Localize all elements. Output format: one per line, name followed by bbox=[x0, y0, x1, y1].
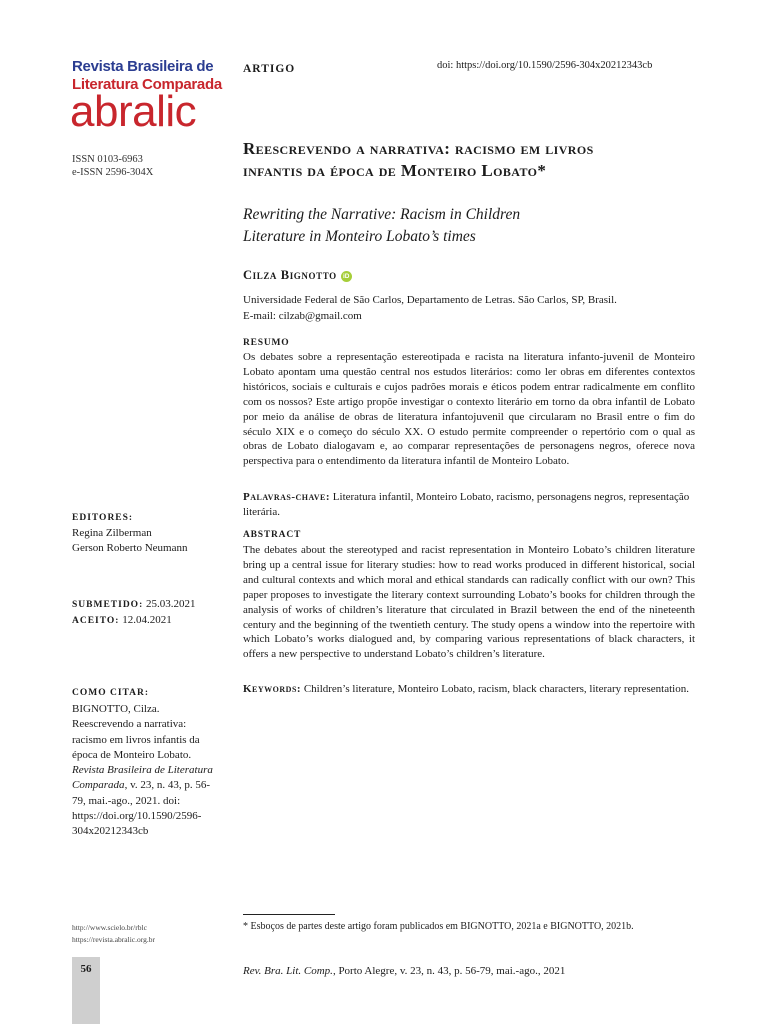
section-label: ARTIGO bbox=[243, 63, 296, 75]
article-subtitle-line2: Literature in Monteiro Lobato’s times bbox=[243, 228, 476, 245]
palavras-chave-label: Palavras-chave: bbox=[243, 491, 331, 503]
abralic-link[interactable]: https://revista.abralic.org.br bbox=[72, 935, 155, 944]
author-affiliation bbox=[243, 292, 703, 324]
author-name-row bbox=[243, 268, 352, 283]
article-title-line2: infantis da época de Monteiro Lobato* bbox=[243, 161, 547, 180]
article-title bbox=[243, 138, 713, 182]
abralic-logo-wordmark: abralic bbox=[70, 87, 197, 136]
author-email: E-mail: cilzab@gmail.com bbox=[243, 310, 362, 322]
citation-journal: Revista Brasileira de Literatura Comparada bbox=[72, 764, 213, 792]
article-subtitle-line1: Rewriting the Narrative: Racism in Children bbox=[243, 206, 521, 223]
editores-heading: EDITORES: bbox=[72, 513, 134, 523]
palavras-chave bbox=[243, 490, 695, 519]
submitted-date: 25.03.2021 bbox=[145, 598, 196, 610]
editores-list bbox=[72, 526, 187, 557]
abstract-text: The debates about the stereotyped and racist representation in Monteiro Lobato’s children literature bring up a central issue for literary studies: how to read works produced in different historical, social and cultural contexts and which moral and ethical standards can radically conflict with our own? This paper proposes to investigate the literary context surrounding Lobato’s books for children through the analysis of works of children’s literature that circulated in Brazil between the end of the nineteenth century and the beginning of the twentieth century. The study opens a window into the repertoire with which Lobato’s works dialogued and, by comparing various representations of black characters, it offers a new perspective to understand Lobato’s children’s literature. bbox=[243, 544, 695, 661]
resumo-heading: RESUMO bbox=[243, 338, 290, 348]
issn-electronic: e-ISSN 2596-304X bbox=[72, 167, 154, 178]
submission-dates bbox=[72, 597, 195, 630]
author-name: Cilza Bignotto bbox=[243, 268, 337, 282]
footnote-divider bbox=[243, 914, 335, 915]
page-number: 56 bbox=[80, 963, 92, 975]
resumo-text: Os debates sobre a representação estereotipada e racista na literatura infanto-juvenil de Monteiro Lobato apontam uma questão central nos estudos literários: como ler obras em diferentes contextos históricos, sociais e culturais e cujos padrões morais e éticos podem entrar radicalmente em conflito com os nossos? Este artigo propõe investigar o contexto literário em torno da obra infantil de Lobato por meio da análise de obras de literatura infantojuvenil que circularam no Brasil entre o fim do século XIX e o começo do século XX. O estudo permite compreender o repertório com o qual as obras de Lobato dialogavam e, ao comparar representações de personagens negros, oferece nova perspectiva para o entendimento da literatura infantil de Monteiro Lobato. bbox=[243, 351, 695, 468]
citation-part1: BIGNOTTO, Cilza. Reescrevendo a narrativa: racismo em livros infantis da época de Monteiro Lobato. bbox=[72, 703, 200, 761]
footer-journal-abbrev: Rev. Bra. Lit. Comp. bbox=[243, 965, 333, 977]
scielo-link[interactable]: http://www.scielo.br/rblc bbox=[72, 923, 147, 932]
como-citar-heading: COMO CITAR: bbox=[72, 688, 150, 698]
abstract-heading: ABSTRACT bbox=[243, 530, 302, 540]
keywords-label: Keywords: bbox=[243, 683, 302, 695]
accepted-date: 12.04.2021 bbox=[122, 614, 172, 627]
keywords-text: Children’s literature, Monteiro Lobato, racism, black characters, literary representation. bbox=[303, 683, 689, 695]
editor-name: Regina Zilberman bbox=[72, 527, 152, 539]
footer-details: , Porto Alegre, v. 23, n. 43, p. 56-79, mai.-ago., 2021 bbox=[332, 965, 566, 977]
journal-links bbox=[72, 922, 155, 946]
running-footer bbox=[243, 965, 565, 977]
submitted-label: SUBMETIDO: bbox=[72, 600, 144, 610]
doi-link[interactable]: doi: https://doi.org/10.1590/2596-304x20212343cb bbox=[437, 60, 653, 71]
issn-print: ISSN 0103-6963 bbox=[72, 154, 143, 165]
editor-name: Gerson Roberto Neumann bbox=[72, 542, 188, 555]
issn-block bbox=[72, 153, 153, 179]
accepted-label: ACEITO: bbox=[72, 616, 120, 627]
citation-part2: , v. 23, n. 43, p. 56-79, mai.-ago., 2021. doi: https://doi.org/10.1590/2596-304x20212343cb bbox=[72, 779, 211, 838]
accepted-row bbox=[72, 613, 195, 629]
keywords bbox=[243, 682, 695, 697]
journal-logo-title-line1: Revista Brasileira de bbox=[72, 58, 214, 75]
citation-text bbox=[72, 702, 217, 840]
article-title-line1: Reescrevendo a narrativa: racismo em livros bbox=[243, 139, 594, 158]
footnote: * Esboços de partes deste artigo foram publicados em BIGNOTTO, 2021a e BIGNOTTO, 2021b. bbox=[243, 921, 634, 932]
orcid-icon[interactable]: iD bbox=[341, 271, 352, 282]
affiliation-text: Universidade Federal de São Carlos, Departamento de Letras. São Carlos, SP, Brasil. bbox=[243, 294, 617, 306]
article-subtitle bbox=[243, 204, 643, 248]
submitted-row bbox=[72, 597, 195, 613]
journal-logo-title-line2: Literatura Comparada bbox=[72, 76, 222, 93]
palavras-chave-text: Literatura infantil, Monteiro Lobato, racismo, personagens negros, representação literária. bbox=[243, 491, 690, 518]
